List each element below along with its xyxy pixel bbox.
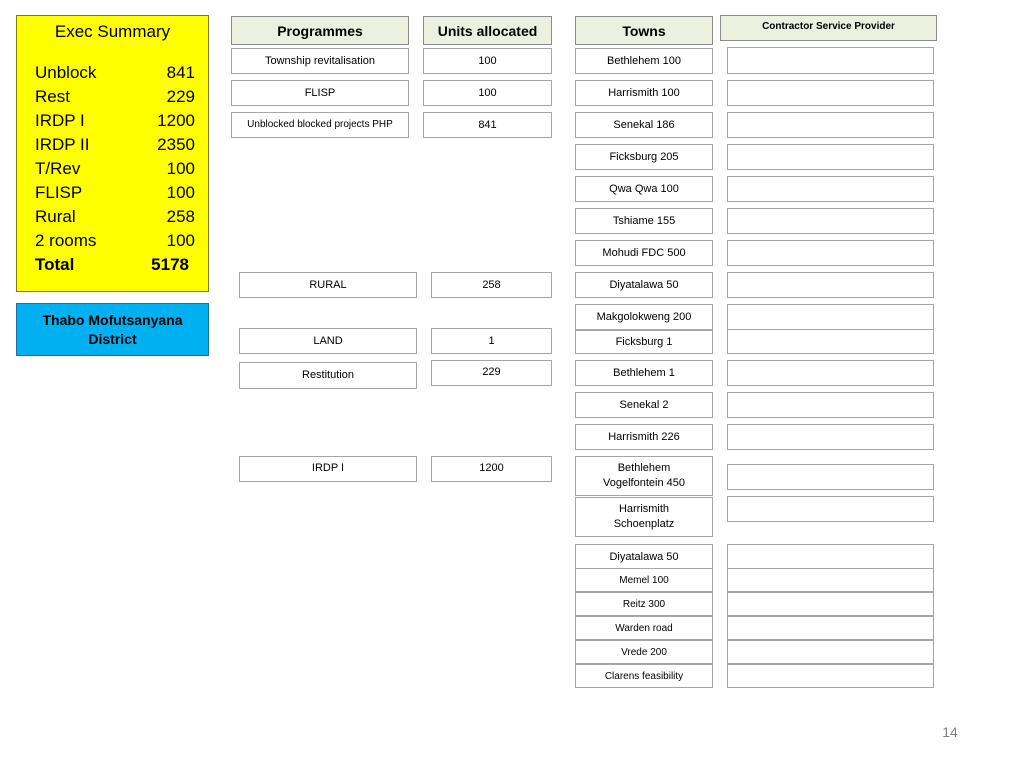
programme-cell: Unblocked blocked projects PHP [231,112,409,138]
town-cell: Diyatalawa 50 [575,544,713,570]
contractor-cell [727,544,934,570]
summary-label: IRDP I [35,111,85,130]
contractor-cell [727,592,934,616]
summary-total-row [35,253,195,277]
district-box [16,303,209,356]
summary-label: IRDP II [35,135,90,154]
summary-row [35,157,195,181]
programme-cell: Restitution [239,362,417,389]
contractor-cell [727,496,934,522]
units-cell: 229 [431,360,552,386]
district-name: Thabo Mofutsanyana [42,311,183,328]
units-cell: 100 [423,80,552,106]
summary-label: Rural [35,207,76,226]
summary-total-label: Total [35,255,75,274]
summary-total-value: 5178 [151,255,189,274]
contractor-cell [727,640,934,664]
town-cell: Bethlehem 100 [575,48,713,74]
summary-row [35,109,195,133]
units-cell: 1200 [431,456,552,482]
summary-label: Unblock [35,63,97,82]
town-cell: Warden road [575,616,713,640]
town-cell: Bethlehem 1 [575,360,713,386]
contractor-cell [727,144,934,170]
units-cell: 100 [423,48,552,74]
district-label: District [88,330,137,347]
town-cell: Clarens feasibility [575,664,713,688]
summary-row [35,205,195,229]
exec-summary-title: Exec Summary [54,22,171,41]
summary-row [35,229,195,253]
summary-label: FLISP [35,183,83,202]
summary-value: 841 [166,63,195,82]
contractor-cell [727,616,934,640]
town-cell: Harrismith 100 [575,80,713,106]
town-cell: Makgolokweng 200 [575,304,713,330]
header-contractor-service-provider: Contractor Service Provider [720,15,937,41]
contractor-cell [727,424,934,450]
contractor-cell [727,568,934,592]
town-cell: Senekal 2 [575,392,713,418]
summary-value: 2350 [157,135,195,154]
summary-value: 229 [166,87,195,106]
town-cell: Bethlehem Vogelfontein 450 [575,456,713,496]
town-cell: Reitz 300 [575,592,713,616]
summary-row [35,85,195,109]
town-cell: Ficksburg 205 [575,144,713,170]
summary-value: 1200 [157,111,195,130]
header-units-allocated: Units allocated [423,16,552,45]
summary-label: 2 rooms [35,231,97,250]
town-cell: Harrismith 226 [575,424,713,450]
town-cell: Qwa Qwa 100 [575,176,713,202]
contractor-cell [727,240,934,266]
units-cell: 841 [423,112,552,138]
header-towns: Towns [575,16,713,45]
contractor-cell [727,304,934,330]
units-cell: 258 [431,272,552,298]
town-cell: Harrismith Schoenplatz [575,497,713,537]
programme-cell: RURAL [239,272,417,298]
contractor-cell [727,47,934,74]
summary-value: 100 [166,231,195,250]
exec-summary-box [16,15,209,292]
units-cell: 1 [431,328,552,354]
summary-value: 258 [166,207,195,226]
summary-row [35,61,195,85]
town-cell: Tshiame 155 [575,208,713,234]
summary-row [35,181,195,205]
summary-value: 100 [166,159,195,178]
contractor-cell [727,392,934,418]
summary-label: T/Rev [35,159,81,178]
header-programmes: Programmes [231,16,409,45]
town-cell: Diyatalawa 50 [575,272,713,298]
town-cell: Memel 100 [575,568,713,592]
contractor-cell [727,664,934,688]
contractor-cell [727,329,934,354]
programme-cell: LAND [239,328,417,354]
contractor-cell [727,176,934,202]
programme-cell: FLISP [231,80,409,106]
contractor-cell [727,464,934,490]
town-cell: Mohudi FDC 500 [575,240,713,266]
contractor-cell [727,208,934,234]
town-cell: Senekal 186 [575,112,713,138]
contractor-cell [727,272,934,298]
programme-cell: Township revitalisation [231,48,409,74]
contractor-cell [727,80,934,106]
summary-label: Rest [35,87,70,106]
contractor-cell [727,360,934,386]
summary-value: 100 [166,183,195,202]
contractor-cell [727,112,934,138]
summary-row [35,133,195,157]
programme-cell: IRDP I [239,456,417,482]
page-number: 14 [942,724,958,740]
town-cell: Vrede 200 [575,640,713,664]
town-cell: Ficksburg 1 [575,330,713,354]
